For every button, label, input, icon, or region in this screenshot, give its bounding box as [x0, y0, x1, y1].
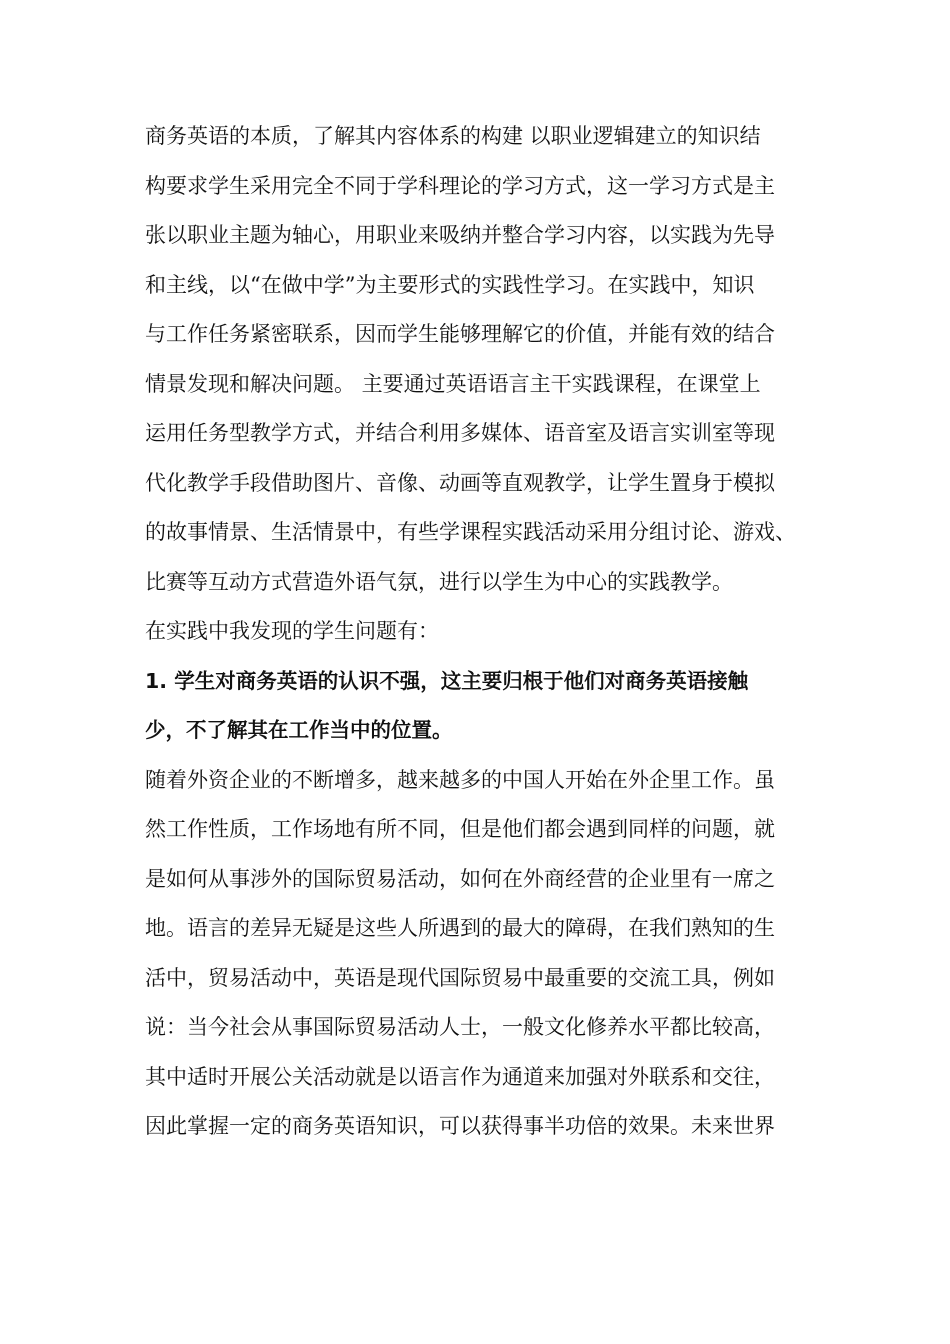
paragraph-line: 的故事情景、生活情景中，有些学课程实践活动采用分组讨论、游戏、 — [145, 520, 796, 544]
paragraph-line: 构要求学生采用完全不同于学科理论的学习方式，这一学习方式是主 — [145, 173, 775, 198]
paragraph-line: 活中，贸易活动中，英语是现代国际贸易中最重要的交流工具，例如 — [145, 965, 775, 990]
paragraph-line: 代化教学手段借助图片、音像、动画等直观教学，让学生置身于模拟 — [145, 470, 775, 495]
paragraph-line: 和主线，以“在做中学”为主要形式的实践性学习。在实践中，知识 — [145, 272, 755, 297]
paragraph-line: 与工作任务紧密联系，因而学生能够理解它的价值，并能有效的结合 — [145, 322, 775, 346]
numbered-heading-line: 少，不了解其在工作当中的位置。 — [145, 718, 453, 742]
paragraph-line: 地。语言的差异无疑是这些人所遇到的最大的障碍，在我们熟知的生 — [145, 916, 775, 940]
paragraph-line: 比赛等互动方式营造外语气氛，进行以学生为中心的实践教学。 — [145, 569, 733, 594]
paragraph-line: 商务英语的本质，了解其内容体系的构建 以职业逻辑建立的知识结 — [145, 124, 761, 148]
paragraph-line: 说：当今社会从事国际贸易活动人士，一般文化修养水平都比较高， — [145, 1015, 775, 1039]
paragraph-line: 因此掌握一定的商务英语知识，可以获得事半功倍的效果。未来世界 — [145, 1114, 775, 1138]
section-intro-line: 在实践中我发现的学生问题有： — [145, 619, 439, 643]
paragraph-line: 运用任务型教学方式，并结合利用多媒体、语音室及语言实训室等现 — [145, 421, 775, 445]
paragraph-line: 其中适时开展公关活动就是以语言作为通道来加强对外联系和交往， — [145, 1064, 775, 1089]
paragraph-line: 情景发现和解决问题。 主要通过英语语言主干实践课程，在课堂上 — [145, 371, 761, 396]
paragraph-line: 然工作性质，工作场地有所不同，但是他们都会遇到同样的问题，就 — [145, 817, 775, 841]
numbered-heading-line: 1. 学生对商务英语的认识不强，这主要归根于他们对商务英语接触 — [145, 668, 749, 693]
paragraph-line: 是如何从事涉外的国际贸易活动，如何在外商经营的企业里有一席之 — [145, 866, 775, 891]
paragraph-line: 张以职业主题为轴心，用职业来吸纳并整合学习内容，以实践为先导 — [145, 223, 775, 247]
paragraph-line: 随着外资企业的不断增多，越来越多的中国人开始在外企里工作。虽 — [145, 767, 775, 792]
document-body — [145, 112, 815, 1152]
